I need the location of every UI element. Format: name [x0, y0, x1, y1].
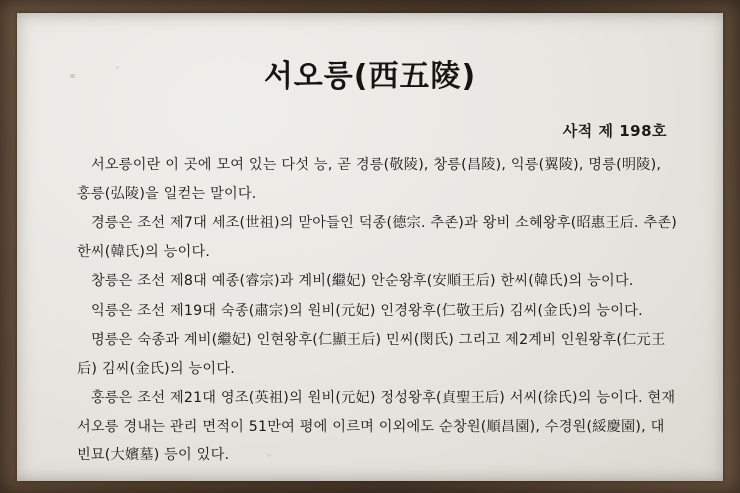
paragraph-2: 경릉은 조선 제7대 세조(世祖)의 맏아들인 덕종(德宗. 추존)과 왕비 소혜왕후(昭惠王后. 추존) 한씨(韓氏)의 능이다.: [77, 215, 682, 260]
heritage-designation: 사적 제 198호: [562, 122, 667, 140]
paragraph-6: 홍릉은 조선 제21대 영조(英祖)의 원비(元妃) 정성왕후(貞聖王后) 서씨(徐氏)의 능이다. 현재 서오릉 경내는 관리 면적이 51만여 평에 이르며 이외에도 순창원(順昌園), 수경원(綏慶園), 대빈묘(大嬪墓) 등이 있다.: [77, 390, 681, 463]
paragraph-5: 명릉은 숙종과 계비(繼妃) 인현왕후(仁顯王后) 민씨(閔氏) 그리고 제2계비 인원왕후(仁元王后) 김씨(金氏)의 능이다.: [77, 332, 666, 377]
paragraph-1: 서오릉이란 이 곳에 모여 있는 다섯 능, 곧 경릉(敬陵), 창릉(昌陵), 익릉(翼陵), 명릉(明陵), 홍릉(弘陵)을 일컫는 말이다.: [77, 157, 666, 202]
plaque-content: [17, 13, 723, 481]
plaque-board: [17, 13, 723, 481]
body-text: [77, 151, 682, 471]
page-title: 서오릉(西五陵): [263, 59, 477, 94]
paragraph-3: 창릉은 조선 제8대 예종(睿宗)과 계비(繼妃) 안순왕후(安順王后) 한씨(韓氏)의 능이다.: [91, 273, 634, 289]
paragraph-4: 익릉은 조선 제19대 숙종(肅宗)의 원비(元妃) 인경왕후(仁敬王后) 김씨(金氏)의 능이다.: [91, 302, 643, 319]
